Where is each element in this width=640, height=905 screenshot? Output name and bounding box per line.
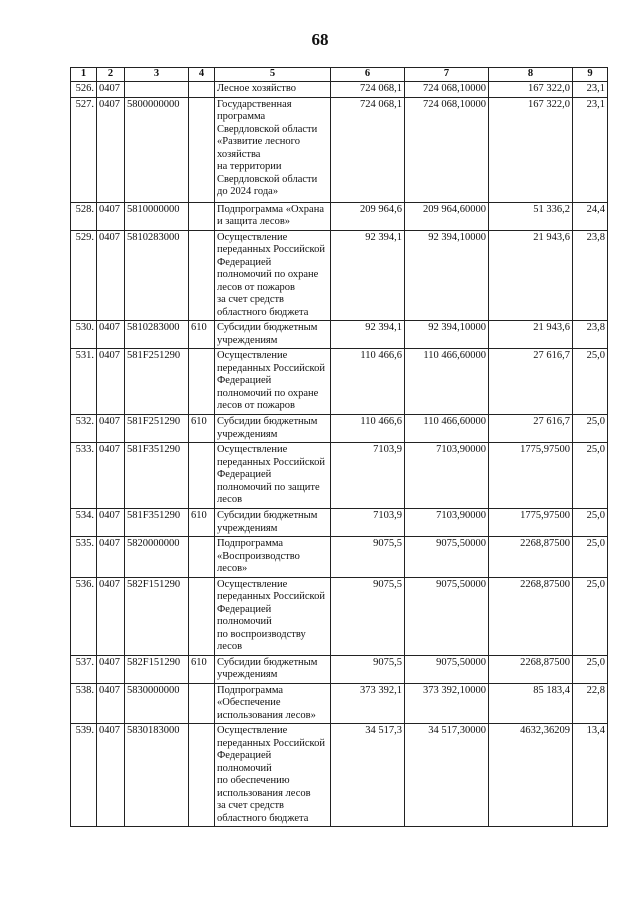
amount-col6-cell: 110 466,6: [331, 415, 405, 443]
item-name-cell: Подпрограмма «Охрана и защита лесов»: [215, 202, 331, 230]
column-header: 6: [331, 68, 405, 82]
amount-col8-cell: 2268,87500: [489, 577, 573, 655]
amount-col6-cell: 92 394,1: [331, 321, 405, 349]
amount-col6-cell: 724 068,1: [331, 82, 405, 98]
item-name-cell: Осуществление переданных Российской Федерацией полномочий по охране лесов от пожаров: [215, 349, 331, 415]
expense-type-cell: [189, 82, 215, 98]
row-number-cell: 533.: [71, 443, 97, 509]
table-row: [71, 230, 608, 321]
amount-col8-cell: 1775,97500: [489, 509, 573, 537]
amount-col6-cell: 9075,5: [331, 577, 405, 655]
amount-col7-cell: 7103,90000: [405, 443, 489, 509]
amount-col6-cell: 724 068,1: [331, 97, 405, 202]
amount-col7-cell: 92 394,10000: [405, 321, 489, 349]
amount-col7-cell: 9075,50000: [405, 537, 489, 578]
row-number-cell: 536.: [71, 577, 97, 655]
section-code-cell: 0407: [97, 82, 125, 98]
item-name-cell: Субсидии бюджетным учреждениям: [215, 321, 331, 349]
table-row: [71, 724, 608, 827]
row-number-cell: 530.: [71, 321, 97, 349]
section-code-cell: 0407: [97, 537, 125, 578]
percent-cell: 25,0: [573, 443, 608, 509]
expense-type-cell: 610: [189, 415, 215, 443]
amount-col8-cell: 85 183,4: [489, 683, 573, 724]
item-name-cell: Субсидии бюджетным учреждениям: [215, 655, 331, 683]
amount-col7-cell: 110 466,60000: [405, 349, 489, 415]
table-row: [71, 577, 608, 655]
target-code-cell: 581F251290: [125, 349, 189, 415]
amount-col6-cell: 209 964,6: [331, 202, 405, 230]
expense-type-cell: 610: [189, 655, 215, 683]
percent-cell: 23,8: [573, 321, 608, 349]
amount-col8-cell: 2268,87500: [489, 537, 573, 578]
target-code-cell: 5810000000: [125, 202, 189, 230]
item-name-cell: Подпрограмма «Воспроизводство лесов»: [215, 537, 331, 578]
target-code-cell: 581F351290: [125, 443, 189, 509]
section-code-cell: 0407: [97, 349, 125, 415]
amount-col8-cell: 27 616,7: [489, 349, 573, 415]
percent-cell: 25,0: [573, 655, 608, 683]
section-code-cell: 0407: [97, 443, 125, 509]
expense-type-cell: [189, 202, 215, 230]
column-header: 4: [189, 68, 215, 82]
row-number-cell: 527.: [71, 97, 97, 202]
amount-col6-cell: 110 466,6: [331, 349, 405, 415]
target-code-cell: [125, 82, 189, 98]
section-code-cell: 0407: [97, 321, 125, 349]
table-row: [71, 509, 608, 537]
expense-type-cell: [189, 537, 215, 578]
column-header: 9: [573, 68, 608, 82]
percent-cell: 25,0: [573, 349, 608, 415]
row-number-cell: 534.: [71, 509, 97, 537]
row-number-cell: 529.: [71, 230, 97, 321]
section-code-cell: 0407: [97, 97, 125, 202]
target-code-cell: 5810283000: [125, 230, 189, 321]
item-name-cell: Государственная программа Свердловской области «Развитие лесного хозяйства на территории Свердловской области до 2024 года»: [215, 97, 331, 202]
column-header: 1: [71, 68, 97, 82]
target-code-cell: 5800000000: [125, 97, 189, 202]
table-row: [71, 683, 608, 724]
section-code-cell: 0407: [97, 509, 125, 537]
target-code-cell: 581F351290: [125, 509, 189, 537]
amount-col8-cell: 1775,97500: [489, 443, 573, 509]
table-header-row: [71, 68, 608, 82]
section-code-cell: 0407: [97, 577, 125, 655]
table-row: [71, 537, 608, 578]
expense-type-cell: [189, 577, 215, 655]
target-code-cell: 5810283000: [125, 321, 189, 349]
percent-cell: 22,8: [573, 683, 608, 724]
percent-cell: 23,1: [573, 82, 608, 98]
row-number-cell: 532.: [71, 415, 97, 443]
target-code-cell: 5820000000: [125, 537, 189, 578]
row-number-cell: 537.: [71, 655, 97, 683]
target-code-cell: 5830183000: [125, 724, 189, 827]
expense-type-cell: [189, 724, 215, 827]
percent-cell: 13,4: [573, 724, 608, 827]
target-code-cell: 582F151290: [125, 655, 189, 683]
percent-cell: 23,1: [573, 97, 608, 202]
column-header: 2: [97, 68, 125, 82]
amount-col6-cell: 9075,5: [331, 655, 405, 683]
expense-type-cell: [189, 230, 215, 321]
expense-type-cell: [189, 349, 215, 415]
percent-cell: 25,0: [573, 537, 608, 578]
amount-col7-cell: 724 068,10000: [405, 82, 489, 98]
amount-col7-cell: 7103,90000: [405, 509, 489, 537]
column-header: 3: [125, 68, 189, 82]
amount-col6-cell: 9075,5: [331, 537, 405, 578]
column-header: 5: [215, 68, 331, 82]
item-name-cell: Субсидии бюджетным учреждениям: [215, 509, 331, 537]
percent-cell: 25,0: [573, 415, 608, 443]
section-code-cell: 0407: [97, 683, 125, 724]
row-number-cell: 526.: [71, 82, 97, 98]
table-row: [71, 349, 608, 415]
amount-col8-cell: 21 943,6: [489, 230, 573, 321]
amount-col8-cell: 27 616,7: [489, 415, 573, 443]
row-number-cell: 535.: [71, 537, 97, 578]
amount-col7-cell: 209 964,60000: [405, 202, 489, 230]
section-code-cell: 0407: [97, 202, 125, 230]
target-code-cell: 582F151290: [125, 577, 189, 655]
amount-col6-cell: 7103,9: [331, 509, 405, 537]
row-number-cell: 528.: [71, 202, 97, 230]
item-name-cell: Подпрограмма «Обеспечение использования лесов»: [215, 683, 331, 724]
target-code-cell: 581F251290: [125, 415, 189, 443]
budget-table: [70, 67, 608, 827]
amount-col8-cell: 4632,36209: [489, 724, 573, 827]
amount-col7-cell: 9075,50000: [405, 655, 489, 683]
item-name-cell: Осуществление переданных Российской Федерацией полномочий по воспроизводству лесов: [215, 577, 331, 655]
percent-cell: 25,0: [573, 577, 608, 655]
expense-type-cell: 610: [189, 509, 215, 537]
table-row: [71, 97, 608, 202]
amount-col8-cell: 21 943,6: [489, 321, 573, 349]
table-row: [71, 415, 608, 443]
page-number: 68: [311, 30, 329, 49]
amount-col6-cell: 34 517,3: [331, 724, 405, 827]
amount-col6-cell: 7103,9: [331, 443, 405, 509]
column-header: 7: [405, 68, 489, 82]
section-code-cell: 0407: [97, 230, 125, 321]
row-number-cell: 531.: [71, 349, 97, 415]
amount-col7-cell: 34 517,30000: [405, 724, 489, 827]
item-name-cell: Субсидии бюджетным учреждениям: [215, 415, 331, 443]
amount-col7-cell: 9075,50000: [405, 577, 489, 655]
amount-col7-cell: 110 466,60000: [405, 415, 489, 443]
section-code-cell: 0407: [97, 655, 125, 683]
percent-cell: 23,8: [573, 230, 608, 321]
percent-cell: 24,4: [573, 202, 608, 230]
row-number-cell: 538.: [71, 683, 97, 724]
table-row: [71, 202, 608, 230]
amount-col8-cell: 51 336,2: [489, 202, 573, 230]
expense-type-cell: [189, 97, 215, 202]
amount-col8-cell: 167 322,0: [489, 82, 573, 98]
item-name-cell: Лесное хозяйство: [215, 82, 331, 98]
table-row: [71, 321, 608, 349]
section-code-cell: 0407: [97, 415, 125, 443]
item-name-cell: Осуществление переданных Российской Федерацией полномочий по охране лесов от пожаров за счет средств областного бюджета: [215, 230, 331, 321]
amount-col8-cell: 167 322,0: [489, 97, 573, 202]
amount-col6-cell: 373 392,1: [331, 683, 405, 724]
column-header: 8: [489, 68, 573, 82]
section-code-cell: 0407: [97, 724, 125, 827]
table-body: [71, 82, 608, 827]
target-code-cell: 5830000000: [125, 683, 189, 724]
amount-col6-cell: 92 394,1: [331, 230, 405, 321]
amount-col7-cell: 373 392,10000: [405, 683, 489, 724]
table-row: [71, 443, 608, 509]
row-number-cell: 539.: [71, 724, 97, 827]
table-row: [71, 655, 608, 683]
item-name-cell: Осуществление переданных Российской Федерацией полномочий по обеспечению использования лесов за счет средств областного бюджета: [215, 724, 331, 827]
amount-col8-cell: 2268,87500: [489, 655, 573, 683]
table-row: [71, 82, 608, 98]
expense-type-cell: 610: [189, 321, 215, 349]
expense-type-cell: [189, 683, 215, 724]
amount-col7-cell: 724 068,10000: [405, 97, 489, 202]
item-name-cell: Осуществление переданных Российской Федерацией полномочий по защите лесов: [215, 443, 331, 509]
expense-type-cell: [189, 443, 215, 509]
percent-cell: 25,0: [573, 509, 608, 537]
amount-col7-cell: 92 394,10000: [405, 230, 489, 321]
